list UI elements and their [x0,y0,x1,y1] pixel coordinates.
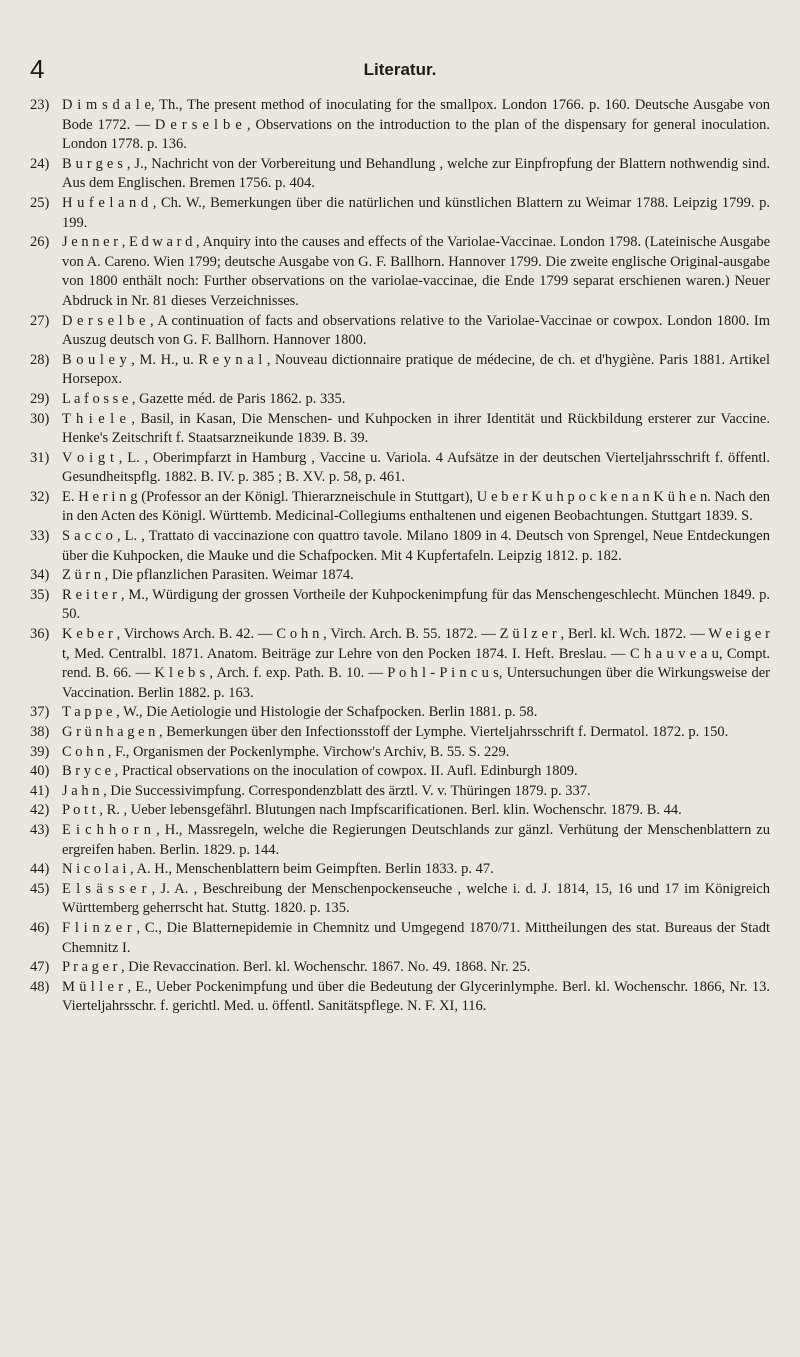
entry-text: E l s ä s s e r , J. A. , Beschreibung der Menschenpockenseuche , welche i. d. J. 1814, 15, 16 und 17 im Königreich Württemberg geherrscht hat. Stuttg. 1820. p. 135. [62,880,770,917]
entry-text: M ü l l e r , E., Ueber Pockenimpfung und über die Bedeutung der Glycerinlymphe. Berl. kl. Wochenschr. 1866, Nr. 13. Vierteljahrsschr. f. gerichtl. Med. u. öffentl. Sanitätspflege. N. F. XI, 116. [62,978,770,1015]
entry-number: 41) [30,782,50,799]
bibliography-entry [30,96,770,155]
entry-text: B r y c e , Practical observations on the inoculation of cowpox. II. Aufl. Edinburgh 1809. [62,763,578,780]
entry-number: 47) [30,959,50,976]
entry-number: 35) [30,586,50,603]
entry-text: D i m s d a l e, Th., The present method of inoculating for the smallpox. London 1766. p. 160. Deutsche Ausgabe von Bode 1772. — D e r s e l b e , Observations on the introduction to the plan of the dispensary for general inoculation. London 1778. p. 136. [62,97,770,153]
bibliography-entry [30,958,770,978]
entry-text: L a f o s s e , Gazette méd. de Paris 1862. p. 335. [62,390,346,407]
bibliography-entry [30,566,770,586]
bibliography-entry [30,723,770,743]
bibliography-entry [30,586,770,625]
bibliography-entry [30,978,770,1017]
entry-text: P r a g e r , Die Revaccination. Berl. kl. Wochenschr. 1867. No. 49. 1868. Nr. 25. [62,959,531,976]
page-title: Literatur. [363,60,437,79]
entry-number: 48) [30,978,50,995]
entry-number: 27) [30,312,50,329]
entry-text: E. H e r i n g (Professor an der Königl. Thierarzneischule in Stuttgart), U e b e r K u h p o c k e n a n K ü h e n. Nach den in den Acten des Königl. Württemb. Medicinal-Collegiums enthaltenen und eigenen Beobachtungen. Stuttgart 1839. S. [62,488,770,525]
bibliography-entry [30,860,770,880]
bibliography-entry [30,449,770,488]
page-header [0,54,800,84]
entry-text: B o u l e y , M. H., u. R e y n a l , Nouveau dictionnaire pratique de médecine, de ch. et d'hygiène. Paris 1881. Artikel Horsepox. [62,351,770,388]
bibliography-entry [30,880,770,919]
bibliography-entry [30,155,770,194]
bibliography-entry [30,351,770,390]
entry-number: 38) [30,724,50,740]
entry-text: G r ü n h a g e n , Bemerkungen über den Infectionsstoff der Lymphe. Vierteljahrsschrift f. Dermatol. 1872. p. 150. [62,724,729,740]
bibliography-entry [30,488,770,527]
entry-text: J e n n e r , E d w a r d , Anquiry into the causes and effects of the Variolae-Vaccinae. London 1798. (Lateinische Ausgabe von A. Careno. Wien 1799; deutsche Ausgabe von G. F. Ballhorn. Hannover 1799. Die zweite englische Original-ausgabe von 1800 enthält noch: Further observations on the variolae-vaccinae, die Ende 1799 separat erschienen waren.) Neuer Abdruck in Nr. 81 dieses Verzeichnisses. [62,234,770,309]
entry-number: 33) [30,528,50,545]
entry-number: 43) [30,821,50,838]
bibliography-entry [30,801,770,821]
bibliography-entry [30,194,770,233]
entry-number: 31) [30,449,50,466]
entry-number: 40) [30,763,50,780]
bibliography-entry [30,312,770,351]
entry-number: 39) [30,743,50,760]
entry-text: V o i g t , L. , Oberimpfarzt in Hamburg , Vaccine u. Variola. 4 Aufsätze in der deutschen Vierteljahrsschrift f. öffentl. Gesundheitspflg. 1882. B. IV. p. 385 ; B. XV. p. 58, p. 461. [62,449,770,486]
entry-number: 44) [30,861,50,878]
bibliography-entry [30,703,770,723]
entry-text: N i c o l a i , A. H., Menschenblattern beim Geimpften. Berlin 1833. p. 47. [62,861,494,878]
entry-text: S a c c o , L. , Trattato di vaccinazione con quattro tavole. Milano 1809 in 4. Deutsch von Sprengel, Neue Entdeckungen über die Kuhpocken, die Mauke und die Schafpocken. Mit 4 Kupfertafeln. Leipzig 1812. p. 182. [62,528,770,564]
entry-text: C o h n , F., Organismen der Pockenlymphe. Virchow's Archiv, B. 55. S. 229. [62,743,510,760]
entry-number: 30) [30,410,50,427]
entry-number: 24) [30,155,50,172]
bibliography-entry [30,919,770,958]
bibliography-entry [30,743,770,763]
bibliography-entry [30,782,770,802]
entry-text: B u r g e s , J., Nachricht von der Vorbereitung und Behandlung , welche zur Einpfropfung der Blattern nothwendig sind. Aus dem Englischen. Bremen 1756. p. 404. [62,155,770,192]
bibliography-list [30,96,770,1017]
entry-number: 26) [30,234,50,251]
entry-number: 36) [30,626,50,643]
entry-text: H u f e l a n d , Ch. W., Bemerkungen über die natürlichen und künstlichen Blattern zu Weimar 1788. Leipzig 1799. p. 199. [62,194,770,231]
entry-text: D e r s e l b e , A continuation of facts and observations relative to the Variolae-Vaccinae or cowpox. London 1800. Im Auszug deutsch von G. F. Ballhorn. Hannover 1800. [62,312,770,349]
page-number: 4 [30,54,45,84]
bibliography-entry [30,233,770,311]
entry-number: 28) [30,351,50,368]
entry-text: T a p p e , W., Die Aetiologie und Histologie der Schafpocken. Berlin 1881. p. 58. [62,704,538,721]
bibliography-entry [30,625,770,703]
entry-number: 29) [30,390,50,407]
bibliography-entry [30,390,770,410]
entry-number: 46) [30,919,50,936]
entry-number: 25) [30,194,50,211]
entry-text: E i c h h o r n , H., Massregeln, welche die Regierungen Deutschlands zur gänzl. Verhütung der Menschenblattern zu ergreifen haben. Berlin. 1829. p. 144. [62,821,770,858]
entry-text: Z ü r n , Die pflanzlichen Parasiten. Weimar 1874. [62,567,354,584]
entry-text: J a h n , Die Successivimpfung. Correspondenzblatt des ärztl. V. v. Thüringen 1879. p. 337. [62,782,591,799]
entry-text: P o t t , R. , Ueber lebensgefährl. Blutungen nach Impfscarificationen. Berl. klin. Wochenschr. 1879. B. 44. [62,802,682,819]
entry-text: F l i n z e r , C., Die Blatternepidemie in Chemnitz und Umgegend 1870/71. Mittheilungen des stat. Bureaus der Stadt Chemnitz I. [62,919,770,956]
entry-number: 37) [30,704,50,721]
bibliography-entry [30,762,770,782]
entry-number: 45) [30,880,50,897]
entry-number: 42) [30,802,50,819]
entry-text: R e i t e r , M., Würdigung der grossen Vortheile der Kuhpockenimpfung für das Menschengeschlecht. München 1849. p. 50. [62,586,770,623]
entry-number: 34) [30,567,50,584]
bibliography-entry [30,527,770,566]
entry-number: 23) [30,97,50,113]
entry-number: 32) [30,488,50,505]
bibliography-entry [30,821,770,860]
entry-text: T h i e l e , Basil, in Kasan, Die Menschen- und Kuhpocken in ihrer Identität und Rückbildung ersterer zur Vaccine. Henke's Zeitschrift f. Staatsarzneikunde 1839. B. 39. [62,410,770,447]
bibliography-entry [30,410,770,449]
entry-text: K e b e r , Virchows Arch. B. 42. — C o h n , Virch. Arch. B. 55. 1872. — Z ü l z e r , Berl. kl. Wch. 1872. — W e i g e r t, Med. Centralbl. 1871. Anatom. Beiträge zur Lehre von den Pocken 1874. I. Heft. Breslau. — C h a u v e a u, Compt. rend. B. 66. — K l e b s , Arch. f. exp. Path. B. 10. — P o h l - P i n c u s, Untersuchungen über die Wirkungsweise der Vaccination. Berlin 1882. p. 163. [62,626,770,701]
